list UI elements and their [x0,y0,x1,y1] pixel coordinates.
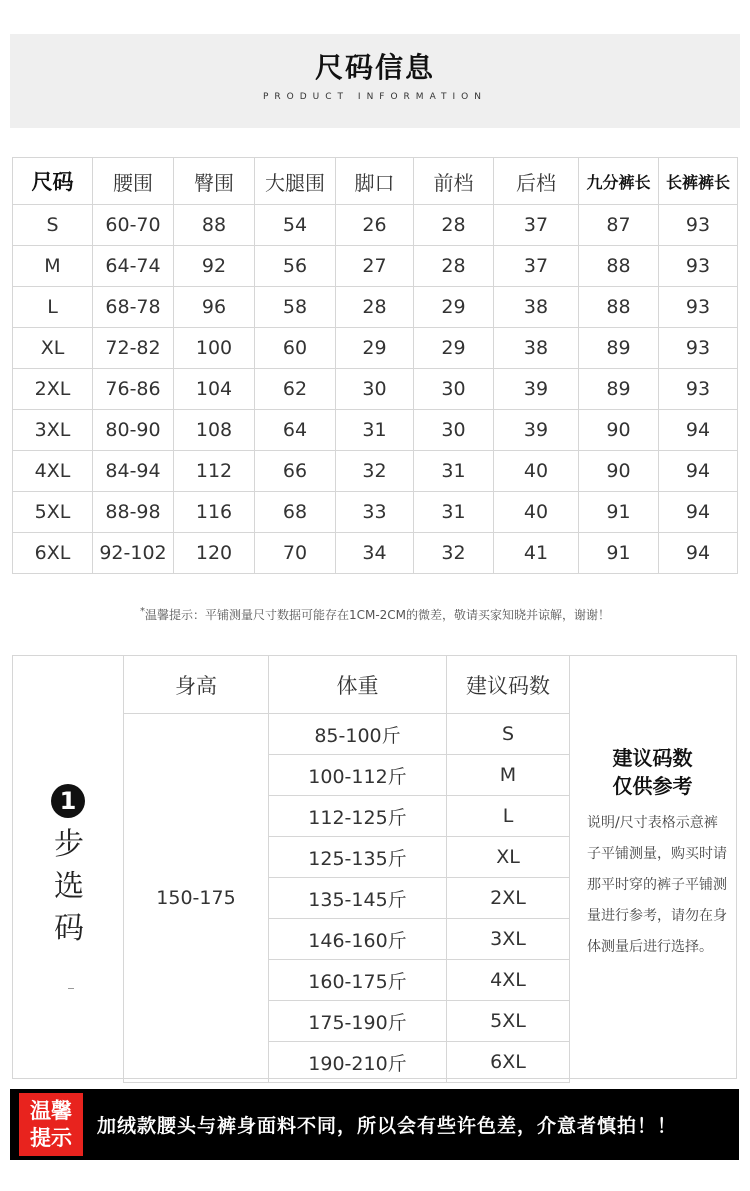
table-cell: 40 [494,492,579,533]
step-column [13,656,124,1078]
table-cell: 26 [336,205,414,246]
height-range-cell: 150-175 [124,714,269,1083]
table-cell: 84-94 [93,451,174,492]
table-row [13,287,738,328]
warning-banner [10,1089,739,1160]
size-cell: 2XL [13,369,93,410]
table-cell: 104 [174,369,255,410]
guide-header-row [124,656,570,714]
size-cell: 6XL [13,533,93,574]
table-cell: 28 [336,287,414,328]
size-guide [12,655,737,1079]
column-header: 长裤裤长 [659,158,738,205]
size-table-header-row [13,158,738,205]
column-header: 前档 [414,158,494,205]
table-cell: 90 [579,451,659,492]
table-cell: 27 [336,246,414,287]
table-cell: 39 [494,410,579,451]
table-cell: 93 [659,328,738,369]
size-cell: 4XL [13,451,93,492]
column-header: 体重 [269,656,447,714]
weight-cell: 190-210斤 [269,1042,447,1083]
warning-message: 加绒款腰头与裤身面料不同，所以会有些许色差，介意者慎拍！！ [97,1115,678,1137]
table-row [13,205,738,246]
table-cell: 89 [579,328,659,369]
table-cell: 32 [414,533,494,574]
column-header: 身高 [124,656,269,714]
size-guide-table [123,656,570,1083]
table-cell: 31 [414,492,494,533]
size-cell: 2XL [447,878,570,919]
table-cell: 87 [579,205,659,246]
table-row [124,714,570,755]
column-header: 腰围 [93,158,174,205]
table-cell: 91 [579,492,659,533]
table-cell: 29 [414,328,494,369]
weight-cell: 160-175斤 [269,960,447,1001]
measurement-note [0,606,750,623]
table-cell: 72-82 [93,328,174,369]
table-row [13,369,738,410]
recommendation-title-line2: 仅供参考 [612,774,693,798]
table-cell: 38 [494,287,579,328]
table-cell: 39 [494,369,579,410]
step-label: 步选码 [54,827,84,946]
warning-tag-line1: 温馨 [30,1099,72,1123]
column-header: 大腿围 [255,158,336,205]
table-cell: 28 [414,205,494,246]
table-cell: 33 [336,492,414,533]
table-cell: 91 [579,533,659,574]
warning-tag [19,1093,83,1156]
table-cell: 34 [336,533,414,574]
size-cell: 5XL [13,492,93,533]
weight-cell: 112-125斤 [269,796,447,837]
table-cell: 92-102 [93,533,174,574]
size-cell: M [13,246,93,287]
table-cell: 100 [174,328,255,369]
table-cell: 62 [255,369,336,410]
size-cell: L [447,796,570,837]
table-cell: 68 [255,492,336,533]
table-cell: 120 [174,533,255,574]
table-cell: 92 [174,246,255,287]
table-cell: 96 [174,287,255,328]
table-cell: 93 [659,287,738,328]
table-cell: 30 [414,410,494,451]
table-cell: 31 [414,451,494,492]
table-cell: 94 [659,533,738,574]
table-row [13,246,738,287]
size-cell: M [447,755,570,796]
table-cell: 88 [579,246,659,287]
table-cell: 80-90 [93,410,174,451]
table-cell: 64-74 [93,246,174,287]
table-cell: 70 [255,533,336,574]
table-cell: 108 [174,410,255,451]
table-cell: 30 [414,369,494,410]
table-cell: 32 [336,451,414,492]
column-header: 尺码 [13,158,93,205]
table-cell: 93 [659,369,738,410]
column-header: 建议码数 [447,656,570,714]
table-cell: 93 [659,246,738,287]
divider-mark [68,988,74,989]
table-cell: 30 [336,369,414,410]
recommendation-panel [569,656,736,1078]
table-cell: 37 [494,246,579,287]
table-cell: 88 [579,287,659,328]
note-star: * [139,606,145,617]
column-header: 九分裤长 [579,158,659,205]
table-cell: 28 [414,246,494,287]
table-row [13,451,738,492]
size-cell: 4XL [447,960,570,1001]
table-cell: 56 [255,246,336,287]
weight-cell: 125-135斤 [269,837,447,878]
table-cell: 90 [579,410,659,451]
table-cell: 37 [494,205,579,246]
page-title: 尺码信息 [314,51,435,84]
table-cell: 89 [579,369,659,410]
table-cell: 76-86 [93,369,174,410]
table-cell: 94 [659,451,738,492]
column-header: 后档 [494,158,579,205]
table-cell: 94 [659,492,738,533]
weight-cell: 175-190斤 [269,1001,447,1042]
table-cell: 31 [336,410,414,451]
size-cell: 5XL [447,1001,570,1042]
table-cell: 58 [255,287,336,328]
size-cell: S [13,205,93,246]
step-number-badge: 1 [51,784,85,818]
table-cell: 88-98 [93,492,174,533]
table-cell: 60-70 [93,205,174,246]
table-row [13,533,738,574]
size-cell: XL [447,837,570,878]
column-header: 臀围 [174,158,255,205]
table-cell: 112 [174,451,255,492]
table-cell: 64 [255,410,336,451]
size-cell: 3XL [447,919,570,960]
weight-cell: 146-160斤 [269,919,447,960]
weight-cell: 135-145斤 [269,878,447,919]
size-cell: 6XL [447,1042,570,1083]
table-row [13,410,738,451]
table-cell: 40 [494,451,579,492]
size-cell: 3XL [13,410,93,451]
table-cell: 68-78 [93,287,174,328]
recommendation-title [569,744,736,800]
column-header: 脚口 [336,158,414,205]
warning-tag-line2: 提示 [30,1126,72,1150]
page-header [10,34,740,128]
table-cell: 94 [659,410,738,451]
table-cell: 29 [414,287,494,328]
table-cell: 88 [174,205,255,246]
size-cell: L [13,287,93,328]
weight-cell: 100-112斤 [269,755,447,796]
table-cell: 54 [255,205,336,246]
table-cell: 116 [174,492,255,533]
table-row [13,328,738,369]
weight-cell: 85-100斤 [269,714,447,755]
table-cell: 93 [659,205,738,246]
recommendation-description: 说明/尺寸表格示意裤子平铺测量，购买时请那平时穿的裤子平铺测量进行参考，请勿在身体测量后进行选择。 [587,815,727,955]
size-cell: S [447,714,570,755]
table-cell: 29 [336,328,414,369]
table-cell: 60 [255,328,336,369]
table-cell: 38 [494,328,579,369]
recommendation-title-line1: 建议码数 [612,746,693,770]
size-table [12,157,738,574]
note-text: 温馨提示：平铺测量尺寸数据可能存在1CM-2CM的微差，敬请买家知晓并谅解，谢谢！ [144,608,611,622]
table-cell: 66 [255,451,336,492]
table-cell: 41 [494,533,579,574]
page-subtitle: PRODUCT INFORMATION [262,92,488,102]
size-cell: XL [13,328,93,369]
table-row [13,492,738,533]
